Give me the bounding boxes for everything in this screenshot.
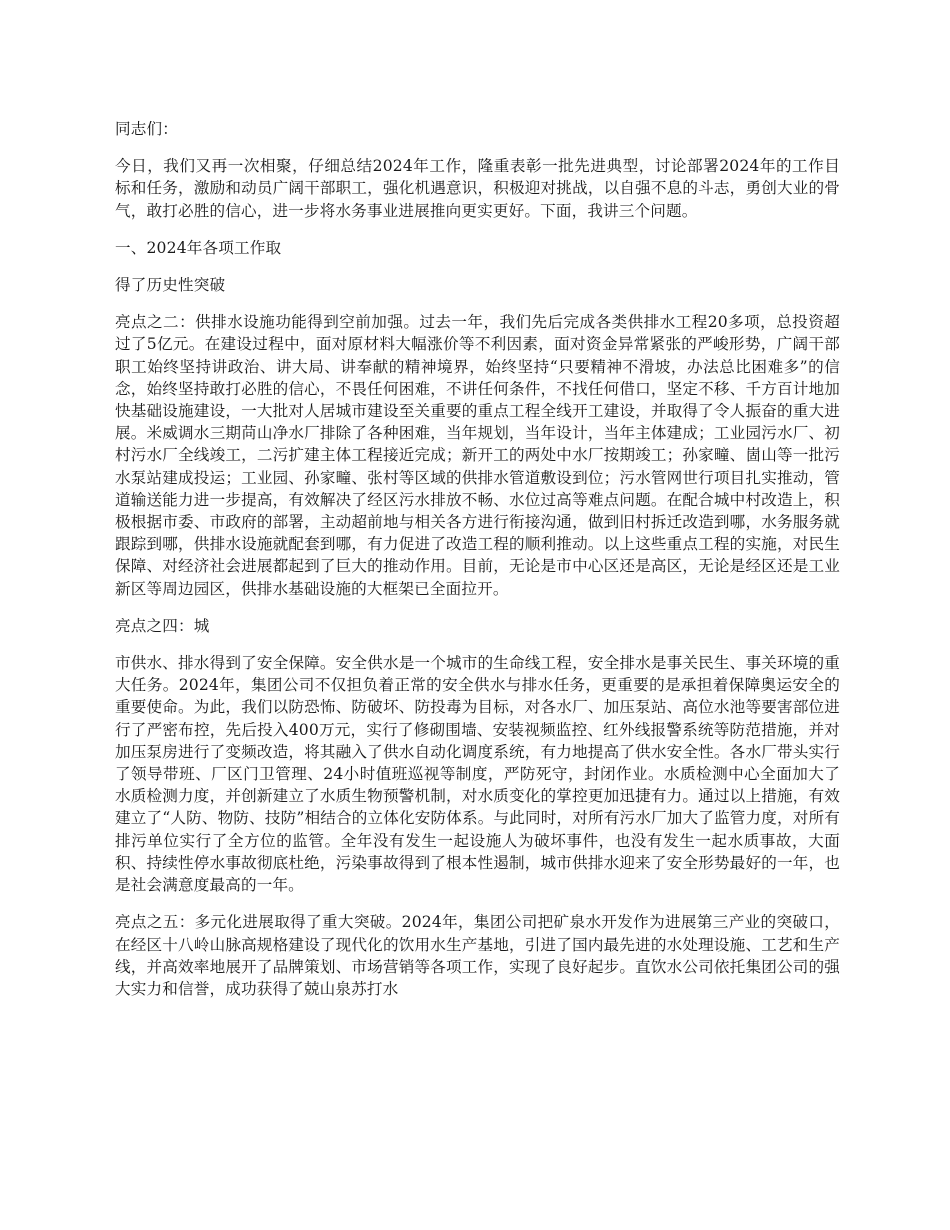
section-heading-continued: 得了历史性突破	[115, 276, 226, 295]
section-heading: 一、2024年各项工作取	[115, 238, 282, 257]
document-page	[115, 118, 840, 1015]
highlight-five-paragraph: 亮点之五：多元化进展取得了重大突破。2024年，集团公司把矿泉水开发作为进展第三产业的突破口，在经区十八岭山脉高规格建设了现代化的饮用水生产基地，引进了国内最先进的水处理设施、工艺和生产线，并高效率地展开了品牌策划、市场营销等各项工作，实现了良好起步。直饮水公司依托集团公司的强大实力和信誉，成功获得了兢山泉苏打水	[115, 913, 840, 998]
salutation: 同志们：	[115, 120, 178, 138]
highlight-four-paragraph: 市供水、排水得到了安全保障。安全供水是一个城市的生命线工程，安全排水是事关民生、事关环境的重大任务。2024年，集团公司不仅担负着正常的安全供水与排水任务，更重要的是承担着保障奥运安全的重要使命。为此，我们以防恐怖、防破坏、防投毒为目标，对各水厂、加压泵站、高位水池等要害部位进行了严密布控，先后投入400万元，实行了修砌围墙、安装视频监控、红外线报警系统等防范措施，并对加压泵房进行了变频改造，将其融入了供水自动化调度系统，有力地提高了供水安全性。各水厂带头实行了领导带班、厂区门卫管理、24小时值班巡视等制度，严防死守，封闭作业。水质检测中心全面加大了水质检测力度，并创新建立了水质生物预警机制，对水质变化的掌控更加迅捷有力。通过以上措施，有效建立了“人防、物防、技防”相结合的立体化安防体系。与此同时，对所有污水厂加大了监管力度，对所有排污单位实行了全方位的监管。全年没有发生一起设施人为破坏事件，也没有发生一起水质事故，大面积、持续性停水事故彻底杜绝，污染事故得到了根本性遏制，城市供排水迎来了安全形势最好的一年，也是社会满意度最高的一年。	[115, 654, 840, 895]
intro-paragraph: 今日，我们又再一次相聚，仔细总结2024年工作，隆重表彰一批先进典型，讨论部署2024年的工作目标和任务，激励和动员广阔干部职工，强化机遇意识，积极迎对挑战，以自强不息的斗志，勇创大业的骨气，敢打必胜的信心，进一步将水务事业进展推向更实更好。下面，我讲三个问题。	[115, 157, 840, 220]
highlight-four-title: 亮点之四：城	[115, 616, 210, 635]
highlight-two-paragraph: 亮点之二：供排水设施功能得到空前加强。过去一年，我们先后完成各类供排水工程20多项，总投资超过了5亿元。在建设过程中，面对原材料大幅涨价等不利因素，面对资金异常紧张的严峻形势，广阔干部职工始终坚持讲政治、讲大局、讲奉献的精神境界，始终坚持“只要精神不滑坡，办法总比困难多”的信念，始终坚持敢打必胜的信心，不畏任何困难，不讲任何条件，不找任何借口，坚定不移、千方百计地加快基础设施建设，一大批对人居城市建设至关重要的重点工程全线开工建设，并取得了令人振奋的重大进展。米威调水三期苘山净水厂排除了各种困难，当年规划，当年设计，当年主体建成；工业园污水厂、初村污水厂全线竣工，二污扩建主体工程接近完成；新开工的两处中水厂按期竣工；孙家疃、崮山等一批污水泵站建成投运；工业园、孙家疃、张村等区域的供排水管道敷设到位；污水管网世行项目扎实推动，管道输送能力进一步提高，有效解决了经区污水排放不畅、水位过高等难点问题。在配合城中村改造上，积极根据市委、市政府的部署，主动超前地与相关各方进行衔接沟通，做到旧村拆迁改造到哪，水务服务就跟踪到哪，供排水设施就配套到哪，有力促进了改造工程的顺利推动。以上这些重点工程的实施，对民生保障、对经济社会进展都起到了巨大的推动作用。目前，无论是市中心区还是高区，无论是经区还是工业新区等周边园区，供排水基础设施的大框架已全面拉开。	[115, 313, 840, 598]
